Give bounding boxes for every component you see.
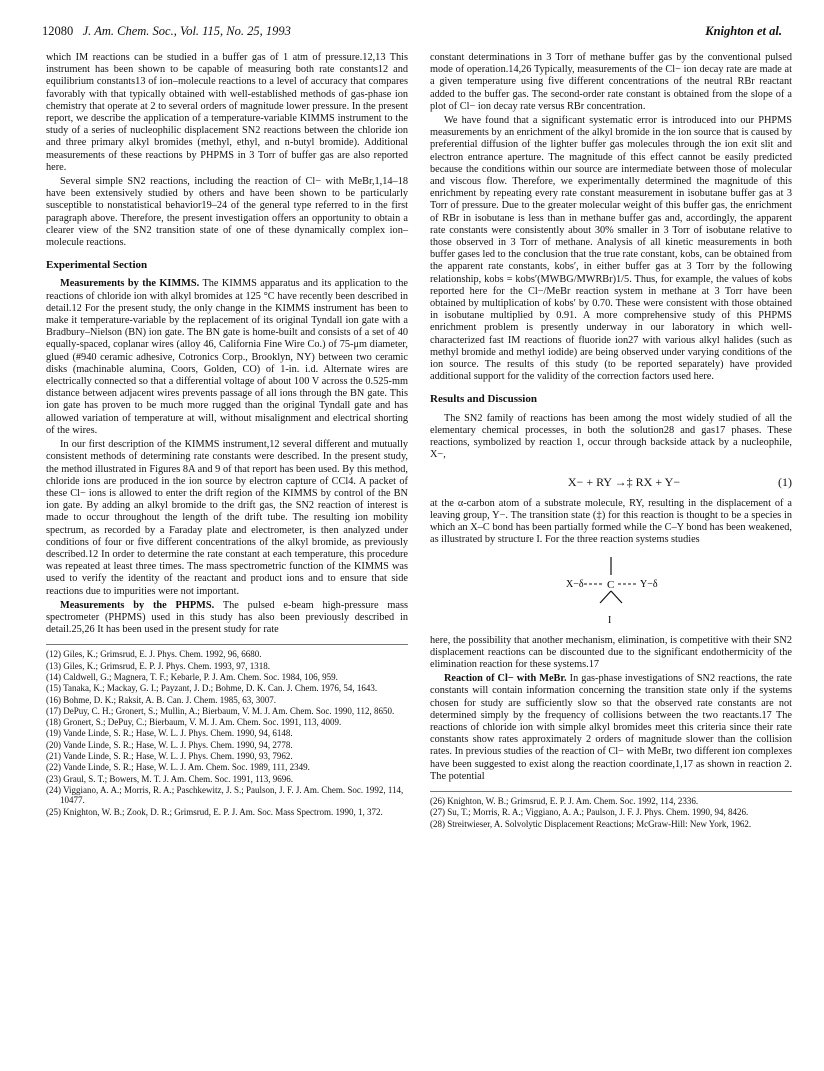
bond-down-left (600, 591, 611, 603)
equation-number: (1) (778, 474, 792, 489)
structure-roman-label: I (608, 614, 612, 626)
running-header-left (42, 24, 291, 39)
footnote-divider (46, 644, 408, 645)
journal-citation: J. Am. Chem. Soc., Vol. 115, No. 25, 1993 (82, 24, 291, 38)
reference-item: (13) Giles, K.; Grimsrud, E. P. J. Phys. Chem. 1993, 97, 1318. (46, 660, 271, 671)
reference-item: (25) Knighton, W. B.; Zook, D. R.; Grimsrud, E. P. J. Am. Soc. Mass Spectrom. 1990, 1, 372. (46, 806, 383, 817)
footnotes-left (46, 644, 408, 816)
reference-item: (15) Tanaka, K.; Mackay, G. I.; Payzant, J. D.; Bohme, D. K. Can. J. Chem. 1976, 54, 1643. (46, 683, 378, 694)
reference-item: (21) Vande Linde, S. R.; Hase, W. L. J. Phys. Chem. 1990, 93, 7962. (46, 751, 293, 762)
paragraph: We have found that a significant systematic error is introduced into our PHPMS measurements by an enrichment of the alkyl bromide in the ion source that is caused by preferential diffusion of the lighter buffer gas molecules through the ion exit slit and electron entrance aperture. The magnitude of this effect cannot be easily predicted because the conditions within our source are intermediate between those of molecular and viscous flow. Therefore, we experimentally determined the magnitude of this enrichment by repeating every rate constant measurement in isobutane buffer gas at 3 Torr of pressure. Due to the greater molecular weight of this buffer gas, the enrichment of RBr in isobutane is less than in methane buffer gas and, accordingly, the apparent rate constants were consistently about 30% smaller in 3 Torr of isobutane relative to those observed in 3 Torr of methane. Analysis of all kinetic measurements in both buffer gases led to the conclusion that the true rate constant, kobs, can be obtained from the apparent rate constants, kobs′, in either buffer gas at 3 Torr by the following relationship, kobs = kobs′(MWBG/MWRBr)1/5. Thus, for example, the values of kobs reported here for the Cl−/MeBr reaction system in methane at 3 Torr have been obtained by multiplication of kobs′ by 0.70. These were consistent with those obtained in isobutane multiplied by 0.91. A more comprehensive study of this PHPMS enrichment problem is presently underway in our laboratory in which well-characterized fast IM reactions of fluoride ion27 with various alkyl halides (such as methyl bromide and methyl iodide) are being observed under varying conditions of the ion source. The results of this study (to be reported separately) have provided additional support for the validity of the correction factors used here. (430, 115, 792, 383)
footnotes-right (430, 791, 792, 829)
run-in-heading: Reaction of Cl− with MeBr. (444, 673, 567, 685)
reference-item: (23) Graul, S. T.; Bowers, M. T. J. Am. Chem. Soc. 1991, 113, 9696. (46, 773, 293, 784)
left-column (46, 52, 408, 818)
paragraph-text: The KIMMS apparatus and its application to the reactions of chloride ion with alkyl bromides at 125 °C have recently been described in detail.12 For the present study, the only change in the KIMMS instrument has been to make it temperature-variable by the replacement of its original Tyndall ion gate with a Bradbury–Nielson (BN) ion gate. The BN gate is home-built and consists of a set of 40 equally-spaced, coplanar wires (alloy 46, California Fine Wire Co.) of 75-μm diameter, glued (#940 ceramic adhesive, Cotronics Corp., Brooklyn, NY) between two ceramic disks (machinable alumina, Coors, Golden, CO) of 1-in. i.d. Alternate wires are electrically connected so that a differential voltage of about 100 V across the 0.525-mm distance between adjacent wires prevents passage of all ions through the BN gate. This ion gate has proven to be much more rugged than the original Tyndall gate and has allowed variation of temperature at will, without misalignment and electrical shorting of the wires. (46, 278, 408, 436)
reference-item: (26) Knighton, W. B.; Grimsrud, E. P. J. Am. Chem. Soc. 1992, 114, 2336. (430, 795, 699, 806)
right-column (430, 52, 792, 830)
run-in-heading: Measurements by the PHPMS. (60, 599, 215, 611)
paragraph: In our first description of the KIMMS instrument,12 several different and mutually consistent methods of determining rate constants were described. In the present study, the method illustrated in Figures 8A and 9 of that report has been used. By this method, chloride ions are produced in the ion source by electron capture of CCl4. A packet of these Cl− ions is allowed to enter the drift region of the KIMMS by control of the BN ion gate. By adding an alkyl bromide to the drift gas, the SN2 reaction of interest is made to occur throughout the length of the drift tube. The resulting ion mobility spectrum, as recorded by a Faraday plate and electrometer, is then analyzed under conditions of four or five different concentrations of the alkyl bromide, as previously described.12 In order to determine the rate constant at each temperature, this procedure was repeated at least three times. The mass spectrometric function of the KIMMS was used to verify the identity of the reactant and product ions and to ensure that side reactions due to impurities were not important. (46, 439, 408, 597)
run-in-heading: Measurements by the KIMMS. (60, 278, 200, 290)
equation-1 (430, 476, 792, 488)
reference-item: (24) Viggiano, A. A.; Morris, R. A.; Paschkewitz, J. S.; Paulson, J. F. J. Am. Chem. Soc. 1992, 114, 10477. (46, 784, 404, 806)
section-heading: Results and Discussion (430, 393, 537, 406)
reference-item: (12) Giles, K.; Grimsrud, E. J. Phys. Chem. 1992, 96, 6680. (46, 649, 262, 660)
reference-item: (18) Gronert, S.; DePuy, C.; Bierbaum, V. M. J. Am. Chem. Soc. 1991, 113, 4009. (46, 717, 342, 728)
equation-text: X− + RY →‡ RX + Y− (567, 474, 681, 489)
running-header-authors: Knighton et al. (705, 24, 782, 38)
structure-left-label: X−δ (566, 578, 584, 590)
reference-item: (20) Vande Linde, S. R.; Hase, W. L. J. Phys. Chem. 1990, 94, 2778. (46, 739, 293, 750)
page-number: 12080 (42, 24, 74, 38)
paragraph: which IM reactions can be studied in a buffer gas of 1 atm of pressure.12,13 This instrument has been shown to be capable of measuring both rate constants12 and equilibrium constants13 of ion–molecule reactions to a level of accuracy that compares favorably with that typically obtained with well-established methods of gas-phase ion chemistry that operate at 2 to several orders of magnitude lower pressure. In the present report, we describe the application of a temperature-variable KIMMS instrument to the study of a series of nucleophilic displacement SN2 reactions between the chloride ion and three primary alkyl bromides (methyl, ethyl, and n-butyl bromide). Additional measurements of these reactions by PHPMS in 3 Torr of buffer gas are also reported here. (46, 52, 408, 173)
reference-item: (14) Caldwell, G.; Magnera, T. F.; Kebarle, P. J. Am. Chem. Soc. 1984, 106, 959. (46, 671, 338, 682)
structure-I (430, 551, 792, 629)
structure-center-label: C (607, 578, 615, 591)
reference-item: (27) Su, T.; Morris, R. A.; Viggiano, A. A.; Paulson, J. F. J. Phys. Chem. 1990, 94, 8426. (430, 807, 749, 818)
paragraph-text: In gas-phase investigations of SN2 reactions, the rate constants will contain information concerning the transition state only if the systems chosen for study are sufficiently slow so that the observed rate constants are not determined simply by the frequency of collisions between the two reactants.17 The reactions of chloride ion with simple alkyl bromides meet this criteria since their rate constants show rates approximately 2 orders of magnitude slower than the collision rates. In previous studies of the reaction of Cl− with MeBr, two different ion complexes have been suggested to exist along the reaction coordinate,1,17 as shown in reaction 2. The potential (430, 673, 792, 782)
paragraph (46, 278, 408, 437)
reference-item: (17) DePuy, C. H.; Gronert, S.; Mullin, A.; Bierbaum, V. M. J. Am. Chem. Soc. 1990, 112, 8650. (46, 705, 395, 716)
reference-item: (16) Bohme, D. K.; Raksit, A. B. Can. J. Chem. 1985, 63, 3007. (46, 694, 276, 705)
paragraph (46, 600, 408, 637)
paragraph: at the α-carbon atom of a substrate molecule, RY, resulting in the displacement of a leaving group, Y−. The transition state (‡) for this reaction is thought to be a species in which an X–C bond has been partially formed while the C–Y bond has been weakened, as illustrated by structure I. For the three reaction systems studies (430, 497, 792, 546)
reference-item: (19) Vande Linde, S. R.; Hase, W. L. J. Phys. Chem. 1990, 94, 6148. (46, 728, 293, 739)
paragraph: here, the possibility that another mechanism, elimination, is competitive with their SN2 displacement reactions can be discounted due to the significant endothermicity of the elimination reaction for these systems.17 (430, 634, 792, 670)
paragraph: The SN2 family of reactions has been among the most widely studied of all the elementary chemical processes, in both the solution28 and gas17 phases. These reactions, symbolized by reaction 1, occur through backside attack by a nucleophile, X−, (430, 412, 792, 461)
paragraph-text: The pulsed e-beam high-pressure mass spectrometer (PHPMS) used in this study has also been previously described in detail.25,26 It has been used in the present study for rate (46, 599, 409, 636)
section-heading: Experimental Section (46, 259, 148, 272)
paragraph: constant determinations in 3 Torr of methane buffer gas by the conventional pulsed mode of operation.14,26 Typically, measurements of the Cl− ion decay rate are made at a given temperature using five different concentrations of the neutral RBr reactant added to the buffer gas. The second-order rate constant is obtained from the slope of a plot of Cl− ion decay rate versus RBr concentration. (430, 52, 792, 112)
transition-state-structure (430, 551, 792, 629)
paragraph: Several simple SN2 reactions, including the reaction of Cl− with MeBr,1,14–18 have been extensively studied by others and have been shown to be particularly susceptible to nonstatistical behavior19–24 of the general type referred to in the first paragraph above. Therefore, the present investigation offers an opportunity to obtain a clearer view of the SN2 transition state of one of these dynamically complex ion–molecule reactions. (46, 176, 408, 249)
footnote-divider (430, 791, 792, 792)
reference-item: (28) Streitwieser, A. Solvolytic Displacement Reactions; McGraw-Hill: New York, 1962. (430, 818, 752, 829)
structure-right-label: Y−δ (640, 578, 658, 590)
reference-item: (22) Vande Linde, S. R.; Hase, W. L. J. Am. Chem. Soc. 1989, 111, 2349. (46, 762, 310, 773)
paragraph (430, 673, 792, 783)
bond-down-right (611, 591, 622, 603)
